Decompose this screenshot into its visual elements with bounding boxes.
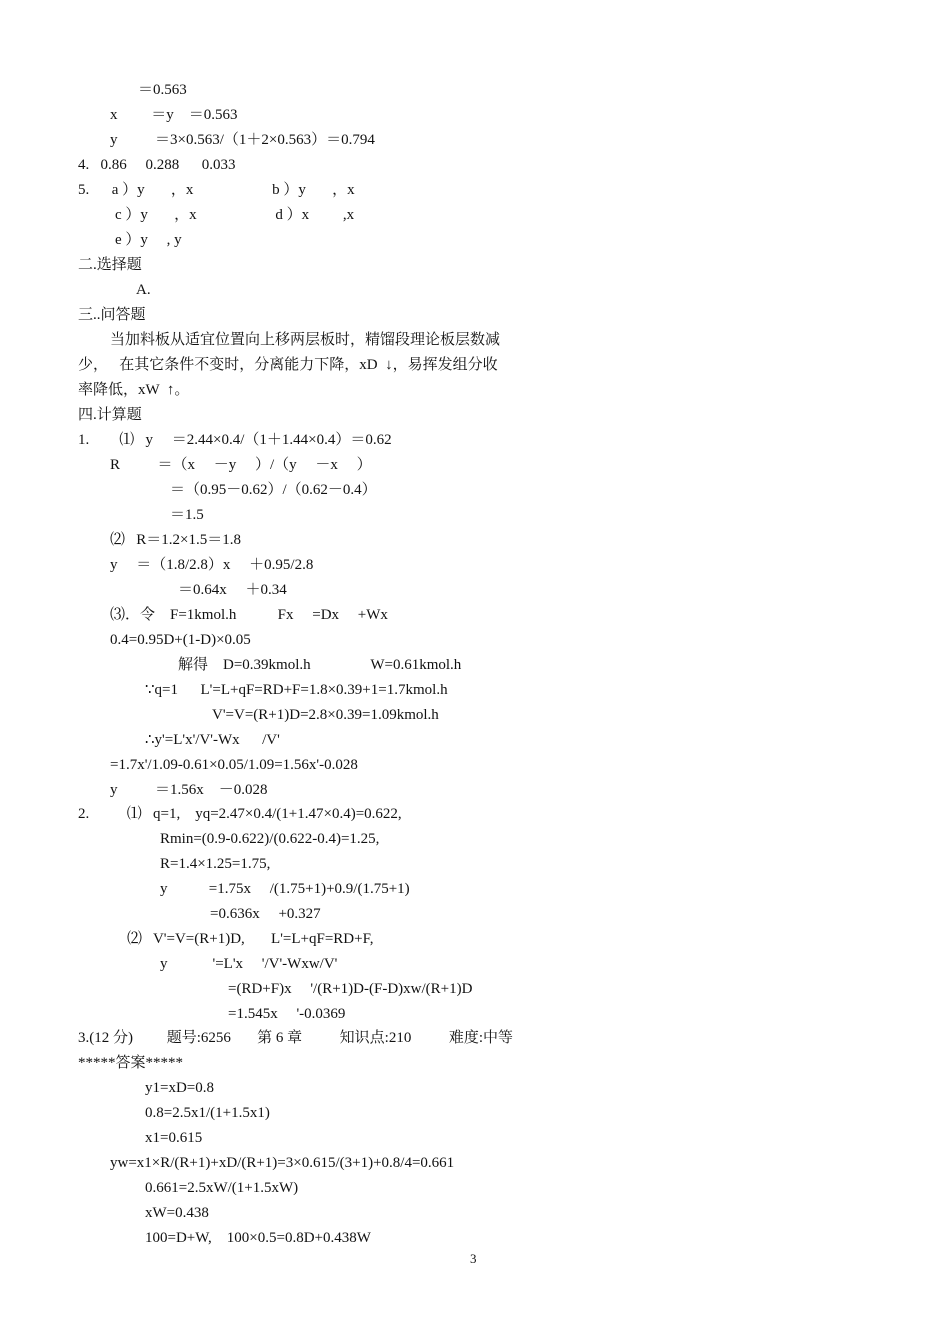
text-line-21: ＝0.64x ＋0.34 xyxy=(178,582,287,598)
section-heading-calc: 四.计算题 xyxy=(78,407,142,423)
text-line-27: ∴y'=L'x'/V'-Wx /V' xyxy=(145,732,280,748)
text-line-43: x1=0.615 xyxy=(145,1130,203,1146)
text-line-47: 100=D+W, 100×0.5=0.8D+0.438W xyxy=(145,1230,371,1246)
text-line-25: ∵q=1 L'=L+qF=RD+F=1.8×0.39+1=1.7kmol.h xyxy=(145,682,448,698)
text-line-2: x ＝y ＝0.563 xyxy=(110,107,238,123)
text-line-26: V'=V=(R+1)D=2.8×0.39=1.09kmol.h xyxy=(212,707,439,723)
text-line-37: =(RD+F)x '/(R+1)D-(F-D)xw/(R+1)D xyxy=(228,981,473,997)
text-line-45: 0.661=2.5xW/(1+1.5xW) xyxy=(145,1180,299,1196)
text-line-34: =0.636x +0.327 xyxy=(210,906,321,922)
text-line-9: A. xyxy=(136,282,151,298)
text-line-32: R=1.4×1.25=1.75, xyxy=(160,856,271,872)
section-heading-choice: 二.选择题 xyxy=(78,257,142,273)
text-line-17: ＝（0.95－0.62）/（0.62－0.4） xyxy=(170,482,377,498)
text-line-31: Rmin=(0.9-0.622)/(0.622-0.4)=1.25, xyxy=(160,831,380,847)
text-line-3: y ＝3×0.563/（1＋2×0.563）＝0.794 xyxy=(110,132,375,148)
text-line-13: 率降低，xW ↑。 xyxy=(78,382,190,398)
text-line-23: 0.4=0.95D+(1-D)×0.05 xyxy=(110,632,251,648)
text-line-4: 4. 0.86 0.288 0.033 xyxy=(78,157,236,173)
text-line-22: ⑶．令 F=1kmol.h Fx =Dx +Wx xyxy=(110,607,388,623)
text-line-18: ＝1.5 xyxy=(170,507,204,523)
text-line-5: 5. a ）y ，x b ）y ，x xyxy=(78,182,355,198)
section-heading-qa: 三..问答题 xyxy=(78,307,146,323)
answer-heading: *****答案***** xyxy=(78,1055,184,1071)
text-line-38: =1.545x '-0.0369 xyxy=(228,1006,346,1022)
text-line-15: 1. ⑴ y ＝2.44×0.4/（1＋1.44×0.4）＝0.62 xyxy=(78,432,392,448)
text-line-41: y1=xD=0.8 xyxy=(145,1080,215,1096)
text-line-20: y ＝（1.8/2.8）x ＋0.95/2.8 xyxy=(110,557,314,573)
text-line-6: c ）y ，x d ）x ,x xyxy=(115,207,355,223)
text-line-36: y '=L'x '/V'-Wxw/V' xyxy=(160,956,338,972)
text-line-19: ⑵ R＝1.2×1.5＝1.8 xyxy=(110,532,241,548)
text-line-44: yw=x1×R/(R+1)+xD/(R+1)=3×0.615/(3+1)+0.8/4=0.661 xyxy=(110,1155,455,1171)
text-line-46: xW=0.438 xyxy=(145,1205,209,1221)
text-line-33: y =1.75x /(1.75+1)+0.9/(1.75+1) xyxy=(160,881,410,897)
text-line-30: 2. ⑴ q=1, yq=2.47×0.4/(1+1.47×0.4)=0.622, xyxy=(78,806,402,822)
text-line-12: 少， 在其它条件不变时，分离能力下降，xD ↓，易挥发组分收 xyxy=(78,357,498,373)
text-line-16: R ＝（x －y ）/（y －x ） xyxy=(110,457,372,473)
text-line-1: ＝0.563 xyxy=(138,82,187,98)
text-line-42: 0.8=2.5x1/(1+1.5x1) xyxy=(145,1105,270,1121)
page-number: 3 xyxy=(470,1251,477,1266)
text-line-7: e ）y , y xyxy=(115,232,182,248)
text-line-24: 解得 D=0.39kmol.h W=0.61kmol.h xyxy=(178,657,462,673)
text-line-35: ⑵ V'=V=(R+1)D, L'=L+qF=RD+F, xyxy=(127,931,374,947)
text-line-11: 当加料板从适宜位置向上移两层板时，精馏段理论板层数减 xyxy=(110,332,501,348)
text-line-29: y ＝1.56x －0.028 xyxy=(110,782,268,798)
question-meta-line: 3.(12 分) 题号:6256 第 6 章 知识点:210 难度:中等 xyxy=(78,1030,513,1046)
text-line-28: =1.7x'/1.09-0.61×0.05/1.09=1.56x'-0.028 xyxy=(110,757,358,773)
